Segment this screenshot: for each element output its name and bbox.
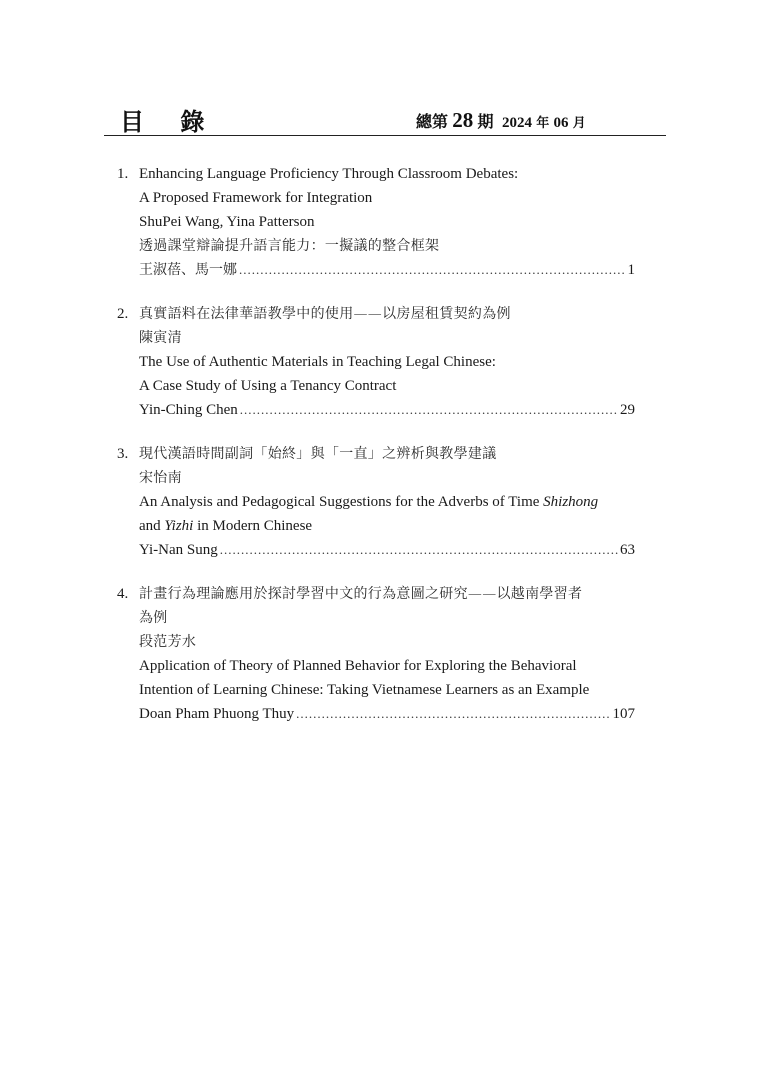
- issue-suffix: 期: [477, 112, 494, 131]
- entry-title-en: Application of Theory of Planned Behavior for Exploring the Behavioral: [139, 658, 577, 674]
- entry-authors-zh: 陳寅清: [139, 330, 182, 346]
- year-label: 年: [536, 116, 550, 131]
- entry-page-number[interactable]: 63: [620, 542, 635, 558]
- entry-author-page-line: [139, 398, 635, 422]
- issue-number: 28: [452, 108, 474, 132]
- entry-title-en-cont: [139, 514, 635, 538]
- entry-page-number[interactable]: 107: [612, 706, 635, 722]
- entry-author-page-line: [139, 538, 635, 562]
- entry-title-en-cont: A Case Study of Using a Tenancy Contract: [139, 378, 397, 394]
- entry-author-page-line: [139, 258, 635, 282]
- issue-month: 06: [553, 115, 569, 131]
- title-text: and: [139, 518, 165, 534]
- issue-info: [416, 108, 586, 133]
- entry-title-zh: 現代漢語時間副詞「始終」與「一直」之辨析與教學建議: [139, 446, 497, 462]
- dot-leader: [239, 258, 626, 282]
- entry-title-zh: 計畫行為理論應用於探討學習中文的行為意圖之研究——以越南學習者: [139, 586, 583, 602]
- entry-title-en-cont: A Proposed Framework for Integration: [139, 190, 373, 206]
- issue-prefix: 總第: [416, 112, 449, 131]
- entry-title-en: Enhancing Language Proficiency Through Classroom Debates:: [139, 166, 519, 182]
- issue-year: 2024: [502, 115, 533, 131]
- entry-title-en: [139, 490, 635, 514]
- entry-authors-en: Yin-Ching Chen: [139, 402, 238, 418]
- dot-leader: [220, 538, 618, 562]
- toc-header: [104, 100, 666, 136]
- entry-authors-en: Doan Pham Phuong Thuy: [139, 706, 295, 722]
- title-italic-term: Yizhi: [164, 518, 194, 534]
- entry-title-zh: 真實語料在法律華語教學中的使用——以房屋租賃契約為例: [139, 306, 511, 322]
- entry-number: 2.: [117, 306, 129, 322]
- entry-page-number[interactable]: 1: [627, 262, 635, 278]
- entry-number: 1.: [117, 166, 129, 182]
- title-italic-term: Shizhong: [543, 494, 599, 510]
- entry-title-en: The Use of Authentic Materials in Teaching Legal Chinese:: [139, 354, 496, 370]
- entry-title-zh-cont: 為例: [139, 610, 168, 626]
- entry-title-zh: 透過課堂辯論提升語言能力：一擬議的整合框架: [139, 238, 440, 254]
- entry-page-number[interactable]: 29: [620, 402, 635, 418]
- entry-authors-zh: 段范芳水: [139, 634, 197, 650]
- page-title: 目 錄: [120, 108, 219, 136]
- dot-leader: [240, 398, 618, 422]
- title-text: in Modern Chinese: [193, 518, 313, 534]
- entry-authors-en: Yi-Nan Sung: [139, 542, 218, 558]
- entry-authors-zh: 王淑蓓、馬一娜: [139, 262, 237, 278]
- entry-number: 3.: [117, 446, 129, 462]
- entry-authors-en: ShuPei Wang, Yina Patterson: [139, 214, 315, 230]
- entry-title-en-cont: Intention of Learning Chinese: Taking Vietnamese Learners as an Example: [139, 682, 590, 698]
- entry-author-page-line: [139, 702, 635, 726]
- title-text: An Analysis and Pedagogical Suggestions for the Adverbs of Time: [139, 494, 544, 510]
- dot-leader: [296, 702, 610, 726]
- entry-number: 4.: [117, 586, 129, 602]
- entry-authors-zh: 宋怡南: [139, 470, 182, 486]
- month-label: 月: [572, 116, 586, 131]
